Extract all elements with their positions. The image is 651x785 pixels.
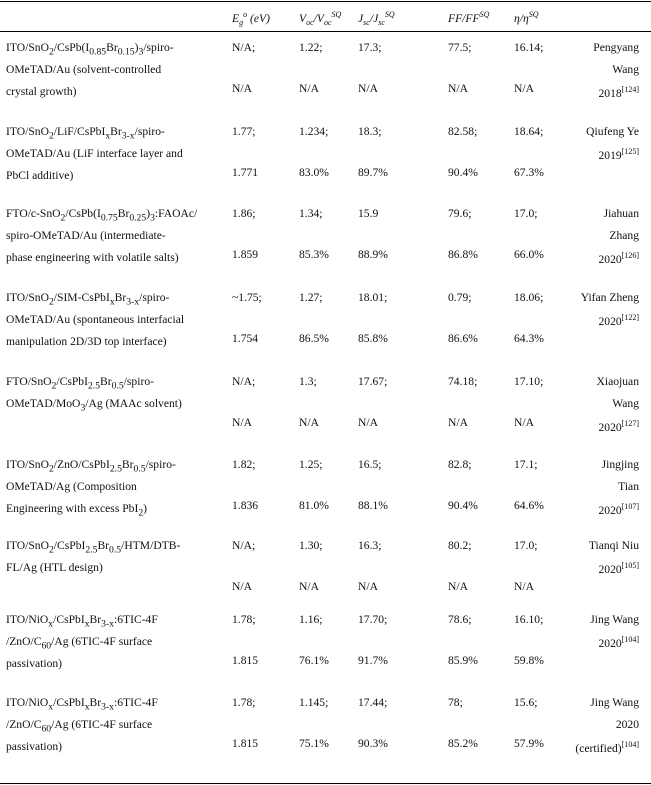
sq-ratio-cell: N/A xyxy=(358,416,378,429)
sq-ratio-cell: 81.0% xyxy=(299,499,329,512)
sq-ratio-cell: N/A xyxy=(232,580,252,593)
sq-ratio-cell: N/A xyxy=(514,82,534,95)
value-cell: 1.78; xyxy=(232,613,256,626)
sq-ratio-cell: 67.3% xyxy=(514,166,544,179)
reference-line: Tianqi Niu xyxy=(588,539,639,552)
sq-ratio-cell: 90.4% xyxy=(448,499,478,512)
value-cell: 74.18; xyxy=(448,375,478,388)
device-line: OMeTAD/Ag (Composition xyxy=(6,480,137,493)
sq-ratio-cell: 83.0% xyxy=(299,166,329,179)
sq-ratio-cell: N/A xyxy=(448,416,468,429)
sq-ratio-cell: 90.4% xyxy=(448,166,478,179)
value-cell: 16.10; xyxy=(514,613,544,626)
value-cell: 1.27; xyxy=(299,291,323,304)
sq-ratio-cell: N/A xyxy=(232,416,252,429)
header-eta: $\eta/\eta^{SQ}$ xyxy=(514,10,539,25)
value-cell: N/A; xyxy=(232,539,256,552)
value-cell: 1.34; xyxy=(299,207,323,220)
sq-ratio-cell: 85.3% xyxy=(299,248,329,261)
sq-ratio-cell: 85.8% xyxy=(358,332,388,345)
value-cell: 78.6; xyxy=(448,613,472,626)
header-eg: $E_g^o$ (eV) xyxy=(232,10,270,28)
reference-line: Zhang xyxy=(609,229,639,242)
value-cell: N/A; xyxy=(232,41,256,54)
reference-line: Jing Wang xyxy=(590,696,639,709)
sq-ratio-cell: N/A xyxy=(514,580,534,593)
value-cell: 15.6; xyxy=(514,696,538,709)
table-top-rule xyxy=(0,1,651,2)
reference-line: 2019[125] xyxy=(598,147,639,162)
value-cell: 17.1; xyxy=(514,458,538,471)
sq-ratio-cell: N/A xyxy=(299,82,319,95)
reference-line: Jiahuan xyxy=(603,207,639,220)
sq-ratio-cell: 85.2% xyxy=(448,737,478,750)
sq-ratio-cell: 1.836 xyxy=(232,499,259,512)
sq-ratio-cell: N/A xyxy=(448,82,468,95)
value-cell: 1.145; xyxy=(299,696,329,709)
sq-ratio-cell: 1.815 xyxy=(232,737,259,750)
sq-ratio-cell: 1.815 xyxy=(232,654,259,667)
device-line: ITO/$NiO_x/CsPbI_xBr_{3-x}:6TIC-4F$ xyxy=(6,613,158,630)
sq-ratio-cell: 1.859 xyxy=(232,248,259,261)
table-bottom-rule xyxy=(0,783,651,784)
sq-ratio-cell: 91.7% xyxy=(358,654,388,667)
value-cell: 16.5; xyxy=(358,458,382,471)
value-cell: 1.22; xyxy=(299,41,323,54)
reference-line: Wang xyxy=(612,63,639,76)
sq-ratio-cell: N/A xyxy=(232,82,252,95)
reference-line: Yifan Zheng xyxy=(580,291,639,304)
sq-ratio-cell: 86.8% xyxy=(448,248,478,261)
value-cell: 82.58; xyxy=(448,125,478,138)
value-cell: 82.8; xyxy=(448,458,472,471)
device-line: ITO/$SnO_2/LiF/CsPbI_xBr_{3-x}/spiro-$ xyxy=(6,125,165,142)
device-line: spiro-OMeTAD/Au (intermediate- xyxy=(6,229,166,242)
value-cell: 1.3; xyxy=(299,375,317,388)
value-cell: 17.0; xyxy=(514,539,538,552)
sq-ratio-cell: 59.8% xyxy=(514,654,544,667)
value-cell: 80.2; xyxy=(448,539,472,552)
sq-ratio-cell: N/A xyxy=(358,580,378,593)
reference-line: Xiaojuan xyxy=(596,375,639,388)
reference-line: 2020[107] xyxy=(598,502,639,517)
sq-ratio-cell: N/A xyxy=(514,416,534,429)
sq-ratio-cell: N/A xyxy=(358,82,378,95)
sq-ratio-cell: 86.6% xyxy=(448,332,478,345)
sq-ratio-cell: 90.3% xyxy=(358,737,388,750)
device-line: ITO/$SnO_2/ZnO/CsPbI_{2.5}Br_{0.5}/spiro-$ xyxy=(6,458,176,475)
device-line: $/ZnO/C_{60}/Ag$ (6TIC-4F surface xyxy=(6,635,153,652)
value-cell: 18.01; xyxy=(358,291,388,304)
sq-ratio-cell: 88.1% xyxy=(358,499,388,512)
device-line: ITO/$SnO_2/CsPb(I_{0.85}Br_{0.15})_3/spiro-$ xyxy=(6,41,174,58)
device-line: phase engineering with volatile salts) xyxy=(6,251,179,264)
value-cell: 1.77; xyxy=(232,125,256,138)
reference-line: Qiufeng Ye xyxy=(586,125,639,138)
sq-ratio-cell: 1.754 xyxy=(232,332,259,345)
device-line: passivation) xyxy=(6,740,63,753)
value-cell: 18.64; xyxy=(514,125,544,138)
reference-line: Wang xyxy=(612,397,639,410)
reference-line: Tian xyxy=(618,480,639,493)
reference-line: 2020 xyxy=(615,718,639,731)
value-cell: 18.3; xyxy=(358,125,382,138)
value-cell: 1.16; xyxy=(299,613,323,626)
value-cell: 77.5; xyxy=(448,41,472,54)
value-cell: 17.67; xyxy=(358,375,388,388)
reference-line: 2020[126] xyxy=(598,251,639,266)
reference-line: Jingjing xyxy=(601,458,639,471)
value-cell: 17.10; xyxy=(514,375,544,388)
value-cell: 1.234; xyxy=(299,125,329,138)
sq-ratio-cell: 64.3% xyxy=(514,332,544,345)
sq-ratio-cell: 66.0% xyxy=(514,248,544,261)
reference-line: Jing Wang xyxy=(590,613,639,626)
sq-ratio-cell: 1.771 xyxy=(232,166,259,179)
device-line: manipulation 2D/3D top interface) xyxy=(6,335,167,348)
sq-ratio-cell: 57.9% xyxy=(514,737,544,750)
device-line: ITO/$NiO_x/CsPbI_xBr_{3-x}:6TIC-4F$ xyxy=(6,696,158,713)
value-cell: ~1.75; xyxy=(232,291,262,304)
value-cell: 1.82; xyxy=(232,458,256,471)
reference-line: 2020[104] xyxy=(598,635,639,650)
reference-line: 2020[127] xyxy=(598,419,639,434)
reference-line: Pengyang xyxy=(593,41,639,54)
device-line: FTO/$SnO_2/CsPbI_{2.5}Br_{0.5}/spiro-$ xyxy=(6,375,154,392)
device-line: $/ZnO/C_{60}/Ag$ (6TIC-4F surface xyxy=(6,718,153,735)
device-line: FL/Ag (HTL design) xyxy=(6,561,103,574)
sq-ratio-cell: N/A xyxy=(299,580,319,593)
sq-ratio-cell: 76.1% xyxy=(299,654,329,667)
device-line: passivation) xyxy=(6,657,63,670)
device-line: OMeTAD/MoO$_3$/Ag (MAAc solvent) xyxy=(6,397,182,414)
device-line: ITO/$SnO_2/SIM-CsPbI_xBr_{3-x}/spiro-$ xyxy=(6,291,170,308)
value-cell: 1.25; xyxy=(299,458,323,471)
value-cell: 17.0; xyxy=(514,207,538,220)
reference-line: 2020[122] xyxy=(598,313,639,328)
value-cell: 78; xyxy=(448,696,463,709)
value-cell: 18.06; xyxy=(514,291,544,304)
device-line: PbCl additive) xyxy=(6,169,74,182)
value-cell: 15.9 xyxy=(358,207,379,220)
device-line: FTO/$c-SnO_2/CsPb(I_{0.75}Br_{0.25})_3:FAOAc/$ xyxy=(6,207,198,224)
value-cell: 1.78; xyxy=(232,696,256,709)
value-cell: 17.70; xyxy=(358,613,388,626)
value-cell: 1.86; xyxy=(232,207,256,220)
value-cell: N/A; xyxy=(232,375,256,388)
value-cell: 16.3; xyxy=(358,539,382,552)
sq-ratio-cell: 86.5% xyxy=(299,332,329,345)
sq-ratio-cell: 88.9% xyxy=(358,248,388,261)
device-line: Engineering with excess PbI$_2$) xyxy=(6,502,148,519)
reference-line: 2018[124] xyxy=(598,85,639,100)
header-ff: $FF/FF^{SQ}$ xyxy=(448,10,490,25)
header-jsc: $J_{sc}/J_{sc}^{SQ}$ xyxy=(358,10,395,28)
device-line: OMeTAD/Au (solvent-controlled xyxy=(6,63,162,76)
device-line: ITO/$SnO_2/CsPbI_{2.5}Br_{0.5}/HTM/DTB-$ xyxy=(6,539,181,556)
device-line: OMeTAD/Au (LiF interface layer and xyxy=(6,147,183,160)
value-cell: 1.30; xyxy=(299,539,323,552)
header-bottom-rule xyxy=(0,31,651,32)
sq-ratio-cell: N/A xyxy=(299,416,319,429)
reference-line: 2020[105] xyxy=(598,561,639,576)
device-line: OMeTAD/Au (spontaneous interfacial xyxy=(6,313,185,326)
header-voc: $V_{oc}/V_{oc}^{SQ}$ xyxy=(299,10,342,28)
reference-line: (certified)[104] xyxy=(575,740,639,755)
sq-ratio-cell: 89.7% xyxy=(358,166,388,179)
value-cell: 16.14; xyxy=(514,41,544,54)
sq-ratio-cell: 85.9% xyxy=(448,654,478,667)
value-cell: 79.6; xyxy=(448,207,472,220)
sq-ratio-cell: 75.1% xyxy=(299,737,329,750)
device-line: crystal growth) xyxy=(6,85,77,98)
value-cell: 17.3; xyxy=(358,41,382,54)
sq-ratio-cell: 64.6% xyxy=(514,499,544,512)
sq-ratio-cell: N/A xyxy=(448,580,468,593)
value-cell: 17.44; xyxy=(358,696,388,709)
value-cell: 0.79; xyxy=(448,291,472,304)
